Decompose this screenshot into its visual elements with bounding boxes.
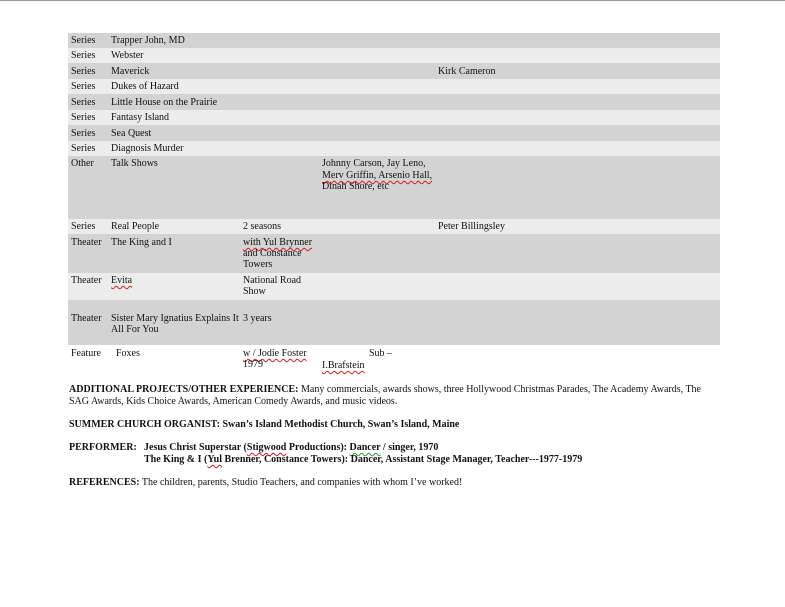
row-extra-line: and Constance bbox=[243, 248, 302, 259]
row-title: Trapper John, MD bbox=[111, 35, 185, 46]
performer-text: Yul bbox=[207, 454, 222, 465]
references-text: The children, parents, Studio Teachers, and companies with whom I’ve worked! bbox=[141, 477, 463, 488]
table-row bbox=[68, 219, 720, 234]
row-detail-line: Johnny Carson, Jay Leno, bbox=[322, 158, 426, 169]
row-title: Little House on the Prairie bbox=[111, 97, 218, 108]
row-category: Series bbox=[71, 50, 96, 61]
row-category: Feature bbox=[71, 348, 101, 359]
table-row bbox=[68, 110, 720, 125]
row-detail-word: Merv Griffin, Arsenio Hall, bbox=[322, 170, 433, 181]
row-extra-line: 1979 bbox=[243, 359, 263, 370]
row-title: Diagnosis Murder bbox=[111, 143, 184, 154]
row-category: Series bbox=[71, 66, 96, 77]
performer-text: The King & I ( bbox=[144, 454, 208, 465]
row-category: Theater bbox=[71, 237, 102, 248]
row-detail-word: I.Brafstein bbox=[322, 360, 365, 371]
row-note: Kirk Cameron bbox=[438, 66, 496, 77]
row-title-line: Sister Mary Ignatius Explains It bbox=[111, 313, 239, 324]
performer-text: Jesus Christ Superstar ( bbox=[144, 442, 247, 453]
table-row bbox=[68, 141, 720, 156]
table-row bbox=[68, 94, 720, 110]
row-note: Peter Billingsley bbox=[438, 221, 505, 232]
row-title: Dukes of Hazard bbox=[111, 81, 179, 92]
table-row bbox=[68, 234, 720, 273]
row-title: Sea Quest bbox=[111, 128, 152, 139]
additional-label: ADDITIONAL PROJECTS/OTHER EXPERIENCE: bbox=[69, 384, 299, 395]
page-top-border bbox=[0, 0, 785, 1]
row-category: Series bbox=[71, 81, 96, 92]
performer-text: / singer, 1970 bbox=[380, 442, 439, 453]
performer-text: Dancer bbox=[349, 442, 381, 453]
row-title: Maverick bbox=[111, 66, 150, 77]
additional-text: Many commercials, awards shows, three Hollywood Christmas Parades, The Academy Awards, The SAG Awards, Kids Choice Awards, American Comedy Awards, and music videos. bbox=[69, 384, 701, 407]
row-extra: 2 seasons bbox=[243, 221, 282, 232]
row-detail-line bbox=[322, 170, 432, 181]
row-title: Real People bbox=[111, 221, 160, 232]
row-category: Series bbox=[71, 143, 96, 154]
table-row bbox=[68, 33, 720, 48]
row-detail-line: Dinah Shore, etc bbox=[322, 181, 389, 192]
row-category: Series bbox=[71, 128, 96, 139]
table-row bbox=[68, 63, 720, 79]
table-row bbox=[68, 273, 720, 300]
row-extra-line bbox=[243, 348, 307, 359]
row-extra-line: Towers bbox=[243, 259, 273, 270]
row-title: The King and I bbox=[111, 237, 172, 248]
table-row bbox=[68, 125, 720, 141]
performer-label: PERFORMER: bbox=[69, 442, 137, 453]
row-title: Fantasy Island bbox=[111, 112, 170, 123]
row-category: Theater bbox=[71, 275, 102, 286]
row-sub: Sub – bbox=[369, 348, 393, 359]
row-category: Series bbox=[71, 35, 96, 46]
references-section bbox=[69, 477, 719, 489]
organist-section bbox=[69, 419, 719, 431]
row-detail bbox=[322, 360, 365, 371]
row-title: Webster bbox=[111, 50, 144, 61]
row-title: Talk Shows bbox=[111, 158, 158, 169]
row-category: Series bbox=[71, 221, 96, 232]
table-row bbox=[68, 48, 720, 63]
row-category: Series bbox=[71, 112, 96, 123]
additional-projects bbox=[69, 384, 719, 408]
performer-text: Brenner, Constance Towers): Dancer, Assistant Stage Manager, Teacher---1977-1979 bbox=[222, 454, 583, 465]
row-extra-word: w / Jodie Foster bbox=[243, 348, 307, 359]
performer-text: Stigwood bbox=[246, 442, 287, 453]
row-title: Foxes bbox=[116, 348, 140, 359]
table-row bbox=[68, 156, 720, 219]
row-category: Other bbox=[71, 158, 94, 169]
row-extra-word: with Yul Brynner bbox=[243, 237, 313, 248]
table-row bbox=[68, 79, 720, 94]
table-row bbox=[68, 345, 720, 373]
row-category: Theater bbox=[71, 313, 102, 324]
row-extra-line: National Road bbox=[243, 275, 302, 286]
performer-text: Productions): bbox=[286, 442, 350, 453]
row-title-line: All For You bbox=[111, 324, 159, 335]
row-extra-line bbox=[243, 237, 312, 248]
row-extra: 3 years bbox=[243, 313, 272, 324]
row-extra-line: Show bbox=[243, 286, 266, 297]
performer-line-1 bbox=[69, 442, 719, 454]
references-label: REFERENCES: bbox=[69, 477, 140, 488]
performer-line-2 bbox=[69, 454, 719, 466]
organist-label: SUMMER CHURCH ORGANIST: bbox=[69, 419, 220, 430]
row-category: Series bbox=[71, 97, 96, 108]
row-title bbox=[111, 275, 132, 286]
organist-text: Swan’s Island Methodist Church, Swan’s Island, Maine bbox=[222, 419, 460, 430]
row-title-word: Evita bbox=[111, 275, 133, 286]
performer-section bbox=[69, 442, 719, 466]
table-row bbox=[68, 300, 720, 345]
